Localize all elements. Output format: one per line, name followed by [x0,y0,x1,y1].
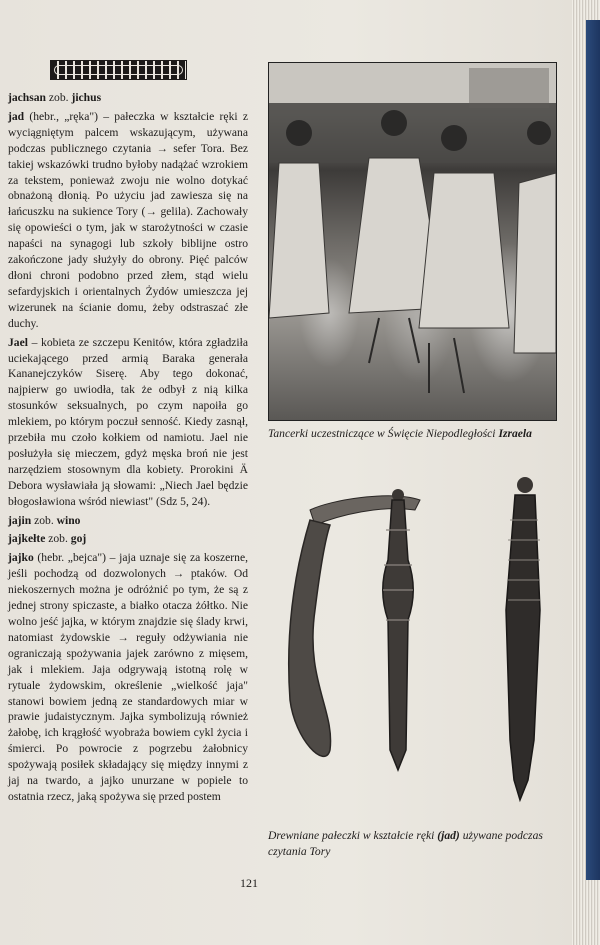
entry-text: zob. [46,91,72,104]
jad-caption [268,828,568,860]
jad-pointers-illustration [270,470,570,820]
cross-reference: wino [56,513,81,527]
entry-jajin [8,513,248,529]
headword: jajkełte [8,532,46,546]
dancers-photo [268,62,557,421]
entry-text: zob. [45,532,71,546]
entry-jajkelte [8,531,248,547]
cover-band [586,20,600,880]
decorative-ornament [50,60,187,80]
cross-reference: goj [70,532,87,546]
caption-text: Drewniane pałeczki w kształcie ręki [268,829,438,842]
headword: jajko [8,551,34,565]
entry-text: (hebr., „ręka") – pałeczka w kształcie ręki z wyciągniętym palcem wskazującym, używana podczas publicznego czytania → sefer Tora. Bez takiej wskazówki trudno byłoby nadążać wzrokiem za tekstem, ponieważ zwoju nie wolno dotykać obnażoną dłonią. Po użyciu jad zawiesza się na łańcuszku na sukience Tory (→ gelila). Zachowały się opowieści o tym, jak w starożytności w czasie napaści na synagogi lub szkoły biblijne ostro zakończone jady służyły do obrony. Pięć palców dłoni chroni podobno przed złem, stąd wielu sefardyjskich i orientalnych Żydów umieszcza jej wizerunek na ścianie domu, żeby odstraszać złe duchy. [8,109,248,330]
caption-bold: (jad) [437,829,460,842]
headword: jad [8,109,25,123]
entry-text: zob. [31,513,57,527]
entry-text: (hebr. „bejca") – jaja uznaje się za koszerne, jeśli pochodzą od dozwolonych → ptaków. Od niekoszernych można je odróżnić po tym, że są z jednej strony spiczaste, a białko otacza żółtko. Nie wolno jeść jajka, w którym znajdzie się ślady krwi, natomiast żydowskie → reguły odżywiania nie ograniczają spożywania jajek zarówno z mięsem, jak i mlekiem. Jaja odgrywają istotną rolę w rytuale żydowskim, określenie „wielkość jaja" stanowi bowiem jedną ze standardowych miar w prawie judaistycznym. Jajka symbolizują również żałobę, ich krągłość wyobraża bowiem cykl życia i śmierci. Po powrocie z pogrzebu żałobnicy spożywają posiłek składający się między innymi z jaj na twardo, a jajko unurzane w popiele to ostatnia rzecz, jaką spożywa się przed postem [8,551,248,803]
caption-bold: Izraela [498,427,532,440]
entry-jael [8,335,248,510]
caption-text: Tancerki uczestniczące w Święcie Niepodległości [268,427,499,440]
page-number: 121 [240,876,258,890]
entry-jajko [8,550,248,805]
caption-text: używane podczas czytania Tory [268,829,543,858]
headword: jajin [8,513,32,527]
entry-text: – kobieta ze szczepu Kenitów, która zgładziła uciekającego przed armią Baraka generała Kananejczyków Siserę. Aby tego dokonać, najpierw go uwiodła, tak że odbył z nią kilka stosunków seksualnych, po czym napoiła go mlekiem, po którym poczuł senność. Kiedy zasnął, przebiła mu czoło kołkiem od namiotu. Jael nie posłużyła się mieczem, gdyż męska broń nie jest narzędziem stosownym dla kobiety. Prorokini Ä Debora wysławiała ją słowami: „Niech Jael będzie błogosławiona wśród niewiast" (Sdz 5, 24). [8,335,248,508]
entry-jachsan [8,90,248,106]
photo-caption [268,426,568,442]
entry-jad [8,109,248,332]
headword: jachsan [8,91,47,104]
headword: Jael [8,335,28,349]
cross-reference: jichus [71,91,102,104]
book-edge [572,0,600,945]
left-column [8,90,248,808]
dancers-illustration [269,63,556,420]
